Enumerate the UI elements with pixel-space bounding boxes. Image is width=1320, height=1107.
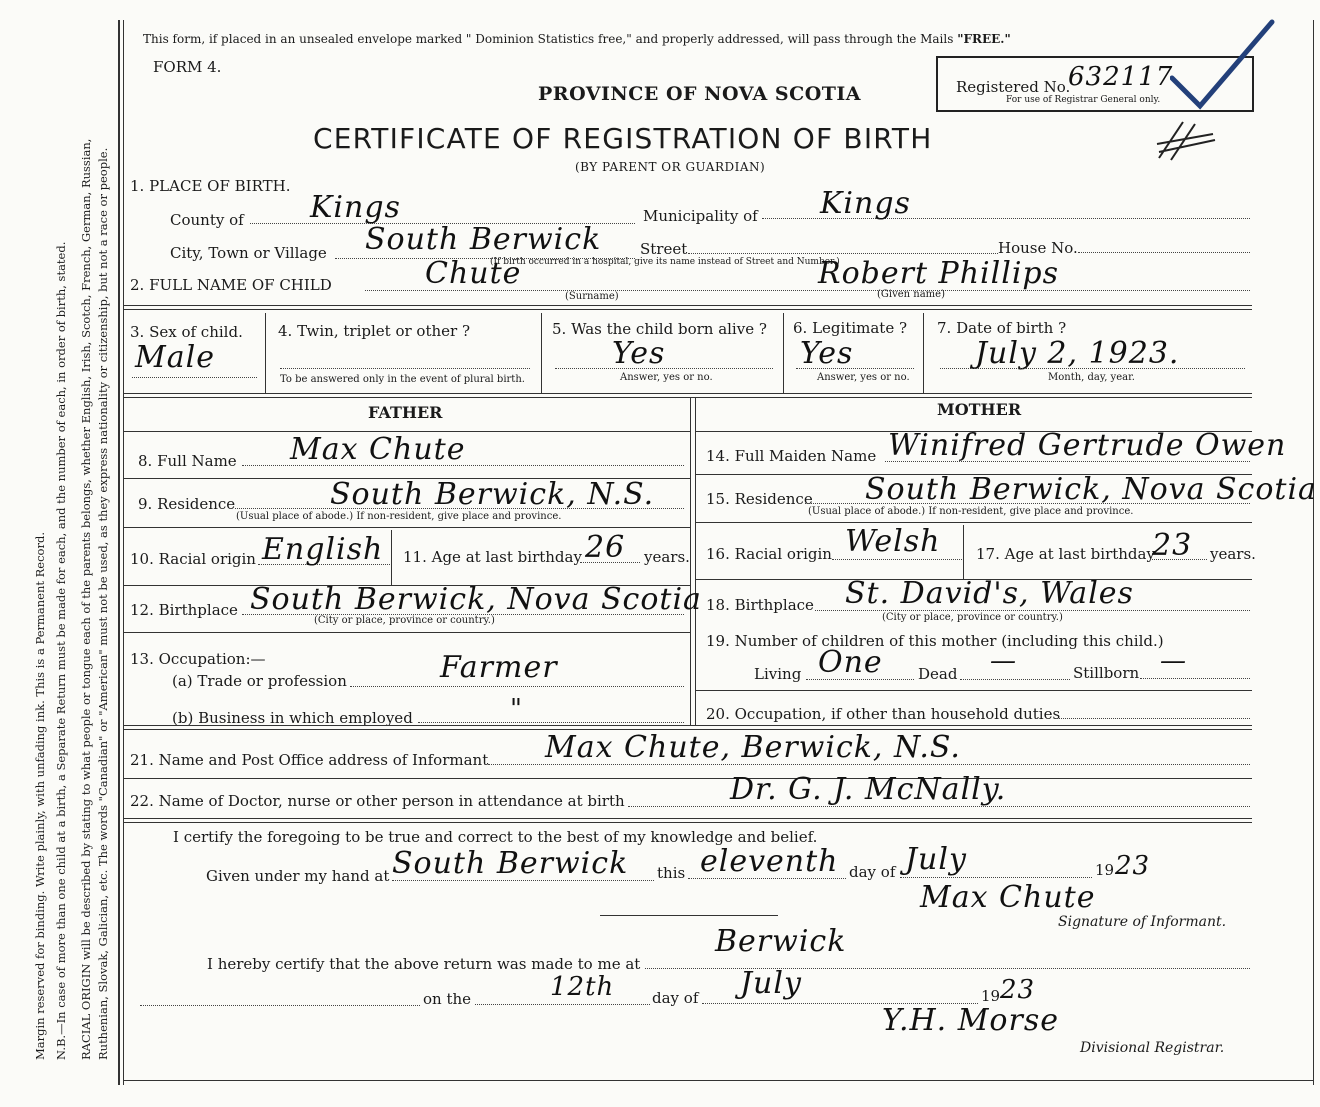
municipality-value: Kings <box>820 186 911 221</box>
informant-signature: Max Chute <box>920 880 1096 915</box>
legitimate-label: 6. Legitimate ? <box>793 319 908 337</box>
mother-race-label: 16. Racial origin <box>706 545 832 563</box>
registrar-statement: I hereby certify that the above return was made to me at <box>207 955 641 973</box>
mother-birthplace: St. David's, Wales <box>845 576 1134 611</box>
informant-signature-label: Signature of Informant. <box>1058 914 1227 930</box>
father-race: English <box>262 532 384 567</box>
given-place: South Berwick <box>392 846 629 881</box>
child-given-name: Robert Phillips <box>818 256 1060 291</box>
certificate-title: CERTIFICATE OF REGISTRATION OF BIRTH <box>313 122 933 155</box>
mother-age: 23 <box>1152 528 1193 563</box>
child-name-label: 2. FULL NAME OF CHILD <box>130 276 332 294</box>
legitimate-value: Yes <box>800 336 854 371</box>
mother-heading: MOTHER <box>937 400 1022 419</box>
dead-label: Dead <box>918 665 958 683</box>
checkmark-icon <box>1170 18 1280 110</box>
living-value: One <box>818 645 883 680</box>
registrar-year: 23 <box>1000 975 1036 1005</box>
given-label: Given under my hand at <box>206 867 390 885</box>
father-business: " <box>510 694 523 724</box>
mother-name: Winifred Gertrude Owen <box>888 428 1287 463</box>
tally-mark-icon <box>1155 118 1217 163</box>
legitimate-note: Answer, yes or no. <box>817 372 910 383</box>
mother-birthplace-note: (City or place, province or country.) <box>882 612 1063 623</box>
form-number: FORM 4. <box>153 58 222 76</box>
mother-birthplace-label: 18. Birthplace <box>706 596 814 614</box>
street-label: Street <box>640 240 688 258</box>
given-name-label: (Given name) <box>877 289 945 300</box>
registrar-place: Berwick <box>715 924 847 959</box>
binding-rule <box>118 20 120 1085</box>
registrar-month: July <box>740 966 802 1001</box>
certify-statement: I certify the foregoing to be true and correct to the best of my knowledge and belief. <box>173 828 818 846</box>
registered-label: Registered No. <box>956 78 1071 96</box>
business-label: (b) Business in which employed <box>172 709 413 727</box>
given-month: July <box>905 842 967 877</box>
twin-label: 4. Twin, triplet or other ? <box>278 322 470 340</box>
stillborn-value: — <box>1160 646 1187 676</box>
mother-age-label: 17. Age at last birthday <box>976 545 1155 563</box>
registrar-signature: Y.H. Morse <box>882 1003 1059 1038</box>
father-age-label: 11. Age at last birthday <box>403 548 582 566</box>
certificate-subtitle: (BY PARENT OR GUARDIAN) <box>575 160 766 174</box>
sex-label: 3. Sex of child. <box>130 323 243 341</box>
child-surname: Chute <box>425 256 522 291</box>
mother-race: Welsh <box>845 524 941 559</box>
binding-rule-2 <box>123 20 124 1085</box>
given-year-prefix: 19 <box>1095 861 1115 879</box>
doctor-value: Dr. G. J. McNally. <box>730 772 1007 807</box>
father-residence-note: (Usual place of abode.) If non-resident, give place and province. <box>236 511 562 522</box>
mother-residence-note: (Usual place of abode.) If non-resident, give place and province. <box>808 506 1134 517</box>
alive-value: Yes <box>612 336 666 371</box>
dob-note: Month, day, year. <box>1048 372 1135 383</box>
father-name-label: 8. Full Name <box>138 452 237 470</box>
registrar-dayof-label: day of <box>652 989 699 1007</box>
surname-label: (Surname) <box>565 291 619 302</box>
this-label: this <box>657 864 686 882</box>
city-label: City, Town or Village <box>170 244 327 262</box>
living-label: Living <box>754 665 802 683</box>
alive-note: Answer, yes or no. <box>620 372 713 383</box>
mother-name-label: 14. Full Maiden Name <box>706 447 877 465</box>
alive-label: 5. Was the child born alive ? <box>552 320 767 338</box>
sex-value: Male <box>135 340 215 375</box>
right-rule <box>1313 20 1314 1085</box>
mail-notice: This form, if placed in an unsealed envelope marked " Dominion Statistics free," and properly addressed, will pass through the Mails "FREE." <box>143 32 1011 46</box>
father-residence-label: 9. Residence <box>138 495 236 513</box>
margin-racial-note-2: Ruthenian, Slovak, Galician, etc. The words "Canadian" or "American" must not be used, as they express nationality or citizenship, but not a race or people. <box>96 147 110 1060</box>
municipality-label: Municipality of <box>643 207 758 225</box>
dob-label: 7. Date of birth ? <box>937 319 1067 337</box>
registrar-label: Divisional Registrar. <box>1080 1040 1225 1056</box>
day-of-label: day of <box>849 863 896 881</box>
city-value: South Berwick <box>365 222 602 257</box>
mother-occupation-label: 20. Occupation, if other than household duties <box>706 705 1061 723</box>
place-label: 1. PLACE OF BIRTH. <box>130 177 291 195</box>
father-occupation-label: 13. Occupation:— <box>130 650 266 668</box>
given-year: 23 <box>1115 851 1151 881</box>
father-race-label: 10. Racial origin <box>130 550 256 568</box>
father-birthplace: South Berwick, Nova Scotia <box>250 582 702 617</box>
province-heading: PROVINCE OF NOVA SCOTIA <box>538 83 862 105</box>
margin-racial-note-1: RACIAL ORIGIN will be described by stating to what people or tongue each of the parents belongs, whether English, Irish, Scotch, French, German, Russian, <box>79 138 93 1060</box>
registrar-year-prefix: 19 <box>981 987 1001 1005</box>
children-count-label: 19. Number of children of this mother (including this child.) <box>706 632 1164 650</box>
father-years: years. <box>644 548 690 566</box>
father-age: 26 <box>585 530 626 565</box>
county-label: County of <box>170 211 244 229</box>
mother-years: years. <box>1210 545 1256 563</box>
registrar-note: For use of Registrar General only. <box>1006 95 1161 105</box>
margin-nb-note: N.B.—In case of more than one child at a birth, a Separate Return must be made for each, and the number of each, in order of birth, stated. <box>54 241 68 1060</box>
dob-value: July 2, 1923. <box>975 336 1180 371</box>
registered-number: 632117 <box>1068 62 1174 92</box>
doctor-label: 22. Name of Doctor, nurse or other person in attendance at birth <box>130 792 625 810</box>
mother-residence: South Berwick, Nova Scotia <box>865 472 1317 507</box>
father-birthplace-label: 12. Birthplace <box>130 601 238 619</box>
father-heading: FATHER <box>368 403 443 422</box>
on-the-label: on the <box>423 990 472 1008</box>
day-word: eleventh <box>700 844 839 879</box>
margin-binding-note: Margin reserved for binding. Write plainly, with unfading ink. This is a Permanent Record. <box>33 532 47 1060</box>
dead-value: — <box>990 646 1017 676</box>
father-name: Max Chute <box>290 432 466 467</box>
house-label: House No. <box>998 239 1078 257</box>
mother-residence-label: 15. Residence <box>706 490 813 508</box>
hospital-note: (If birth occurred in a hospital, give its name instead of Street and Number.) <box>490 257 840 267</box>
informant-label: 21. Name and Post Office address of Informant <box>130 751 489 769</box>
father-birthplace-note: (City or place, province or country.) <box>314 615 495 626</box>
informant-value: Max Chute, Berwick, N.S. <box>545 730 961 765</box>
registrar-day: 12th <box>550 972 615 1002</box>
father-residence: South Berwick, N.S. <box>330 477 655 512</box>
county-value: Kings <box>310 190 401 225</box>
trade-label: (a) Trade or profession <box>172 672 347 690</box>
twin-note: To be answered only in the event of plural birth. <box>280 374 525 385</box>
father-trade: Farmer <box>440 650 558 685</box>
stillborn-label: Stillborn <box>1073 664 1140 682</box>
